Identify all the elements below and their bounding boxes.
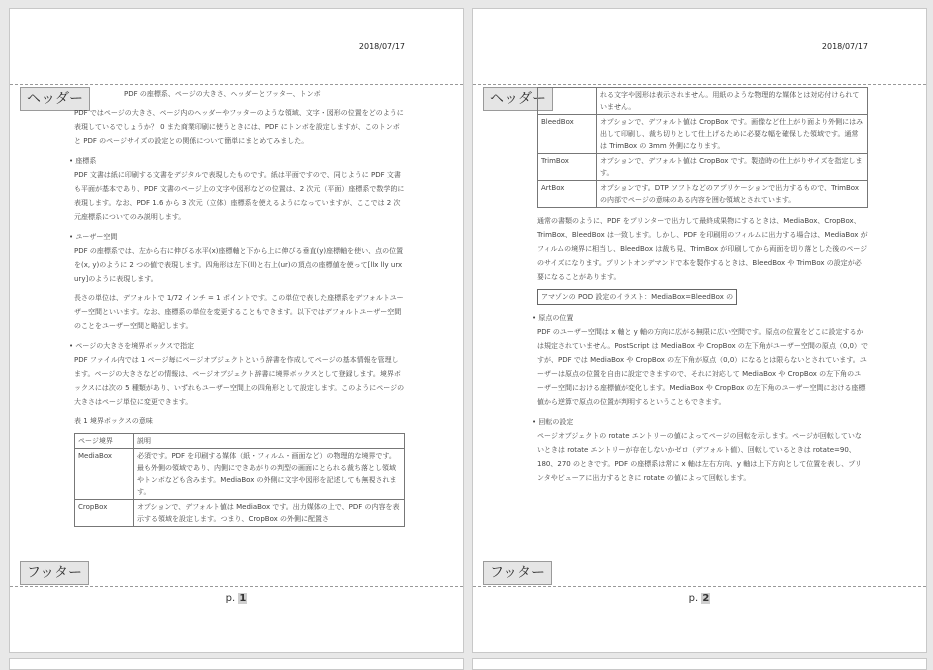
section-heading-rotate: • 回転の設定 (532, 418, 574, 426)
page-size-paragraph: PDF ファイル内では 1 ページ毎にページオブジェクトという辞書を作成してページの基本情報を管理します。ページの大きさなどの情報は、ページオブジェクト辞書に境界ボックスとして登録します。境界ボックスには次の 5 種類があり、いずれもユーザー空間上の四角形として設定します。このようにページの大きさはページ単位に変更できます。 (74, 356, 405, 406)
table-row (75, 500, 405, 527)
page-number: p. 1 (225, 593, 247, 604)
section-heading-coordinate: • 座標系 (69, 157, 97, 165)
table-cell-desc: れる文字や図形は表示されません。用紙のような物理的な媒体とは対応付けられていません。 (597, 88, 868, 115)
footer-boundary (473, 586, 926, 587)
normal-usage-paragraph: 通常の書類のように、PDF をプリンターで出力して最終成果物にするときは、MediaBox、CropBox、TrimBox、BleedBox は一致します。しかし、PDF を印刷用のフィルムに出力する場合は、MediaBox がフィルムの境界に相当し、BleedBox は裁ち見、TrimBox が印刷してから両面を切り落とした後のページのサイズになります。プリントオンデマンドで本を製作するときは、BleedBox や TrimBox の設定が必要になることがあります。 (537, 217, 868, 281)
intro-paragraph: PDF ではページの大きさ、ページ内のヘッダーやフッターのような領域、文字・図形の位置をどのように表現しているでしょうか？ 0 また商業印刷に使うときには、PDF にトンボを設定しますが、このトンボと PDF のページサイズの設定との関係について簡単にまとめてみました。 (74, 109, 404, 145)
table-caption: 表 1 境界ボックスの意味 (74, 417, 153, 425)
coordinate-paragraph: PDF 文書は紙に印刷する文書をデジタルで表現したものです。紙は平面ですので、同じように PDF 文書も平面が基本であり、PDF 文書のページ上の文字や図形などの位置は、2 次元（平面）座標系で数学的に表現します。なお、PDF 1.6 から 3 次元（立体）座標系を使えるようになっていますが、ここでは 2 次元座標系についてのみ説明します。 (74, 171, 405, 221)
table-cell-name: TrimBox (538, 154, 597, 181)
header-tag[interactable]: ヘッダー (483, 87, 553, 111)
table-cell-name: BleedBox (538, 115, 597, 154)
page-4-edge (472, 658, 927, 670)
header-date: 2018/07/17 (358, 42, 405, 51)
user-space-paragraph: PDF の座標系では、左から右に伸びる水平(x)座標軸と下から上に伸びる垂直(y)座標軸を使い、点の位置を(x, y)のように 2 つの値で表現します。四角形は左下(ll)と右上(ur)の頂点の座標値を使って[llx lly urx ury]のように表現します。 (74, 247, 404, 283)
footer-tag[interactable]: フッター (20, 561, 89, 585)
table-cell-name: ArtBox (538, 181, 597, 208)
intro-title: PDF の座標系、ページの大きさ、ヘッダーとフッター、トンボ (124, 90, 321, 98)
page-2-body (532, 87, 869, 582)
table-cell-name: MediaBox (75, 449, 134, 500)
table-cell-desc: オプションです。DTP ソフトなどのアプリケーションで出力するもので、TrimBox の内部でページの意味のある内容を囲む領域とされています。 (597, 181, 868, 208)
table-row (538, 154, 868, 181)
unit-paragraph: 長さの単位は、デフォルトで 1/72 インチ = 1 ポイントです。この単位で表した座標系をデフォルトユーザー空間といいます。なお、座標系の単位を変更することもできます。以下ではデフォルトユーザー空間のことをユーザー空間と略記します。 (74, 294, 404, 330)
header-boundary (10, 84, 463, 85)
section-heading-origin: • 原点の位置 (532, 314, 574, 322)
table-cell-desc: 必須です。PDF を印刷する媒体（紙・フィルム・画面など）の物理的な境界です。最も外側の領域であり、内側にできあがりの判型の画面にとられる裁ち落とし領域やトンボなども含みます。MediaBox の外側に文字や図形を記述しても無視されます。 (134, 449, 405, 500)
table-row (538, 181, 868, 208)
table-header-cell: 説明 (134, 434, 405, 449)
page-1-body (69, 87, 405, 582)
section-heading-page-size: • ページの大きさを境界ボックスで指定 (69, 342, 195, 350)
page-3-edge (9, 658, 464, 670)
page-1 (9, 8, 464, 653)
rotate-paragraph: ページオブジェクトの rotate エントリーの値によってページの回転を示します。ページが回転していないときは rotate エントリーが存在しないかゼロ（デフォルト値）、回転しているときは rotate=90、180、270 のときです。PDF の座標系は常に x 軸は左右方向、y 軸は上下方向として位置を表し、プリンタやビューアに出力するときに rotate の値によって回転します。 (537, 432, 862, 482)
header-tag[interactable]: ヘッダー (20, 87, 90, 111)
table-header-row (75, 434, 405, 449)
table-row (538, 115, 868, 154)
origin-paragraph: PDF のユーザー空間は x 軸と y 軸の方向に広がる無限に広い空間です。原点の位置をどこに設定するかは規定されていません。PostScript は MediaBox や CropBox の左下角がユーザー空間の原点（0,0）ですが、PDF では MediaBox や CropBox の左下角が原点（0,0）になるとは限らないとされています。ユーザーは原点の位置を自由に設定できますので、それに対応して MediaBox や CropBox の左下角のユーザー空間における座標値が変化します。MediaBox や CropBox の左下角のユーザー空間における座標値から逆算で原点の位置が判明するということもできます。 (537, 328, 869, 406)
table-cell-name (538, 88, 597, 115)
table-header-cell: ページ境界 (75, 434, 134, 449)
boundary-table-continued (537, 87, 868, 208)
footer-boundary (10, 586, 463, 587)
pod-illustration-placeholder: アマゾンの POD 設定のイラスト：MediaBox=BleedBox の (537, 289, 868, 305)
page-2 (472, 8, 927, 653)
table-cell-desc: オプションで、デフォルト値は CropBox です。製造時の仕上がりサイズを指定します。 (597, 154, 868, 181)
table-cell-desc: オプションで、デフォルト値は CropBox です。画像など仕上がり面より外側にはみ出して印刷し、裁ち切りとして仕上げるために必要な幅を確保した領域です。通常は TrimBox の 3mm 外側になります。 (597, 115, 868, 154)
table-row (538, 88, 868, 115)
header-boundary (473, 84, 926, 85)
table-cell-desc: オプションで、デフォルト値は MediaBox です。出力媒体の上で、PDF の内容を表示する領域を設定します。つまり、CropBox の外側に配置さ (134, 500, 405, 527)
table-row (75, 449, 405, 500)
table-cell-name: CropBox (75, 500, 134, 527)
boundary-table (74, 433, 405, 527)
header-date: 2018/07/17 (821, 42, 868, 51)
page-number: p. 2 (688, 593, 710, 604)
footer-tag[interactable]: フッター (483, 561, 552, 585)
section-heading-user-space: • ユーザー空間 (69, 233, 118, 241)
